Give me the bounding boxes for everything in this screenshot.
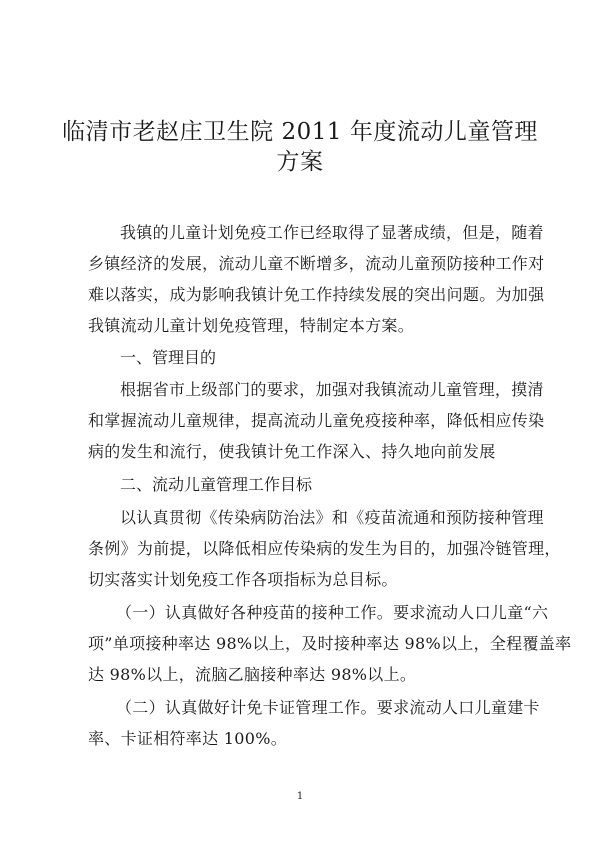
item-2-line-1: （二）认真做好计免卡证管理工作。要求流动人口儿童建卡 [116, 698, 540, 717]
section-1-line-3: 病的发生和流行，使我镇计免工作深入、持久地向前发展 [88, 442, 496, 461]
item-2-line-2: 率、卡证相符率达 100%。 [88, 729, 288, 748]
intro-line-2: 乡镇经济的发展，流动儿童不断增多，流动儿童预防接种工作对 [88, 254, 545, 273]
item-1-line-1: （一）认真做好各种疫苗的接种工作。要求流动人口儿童“六 [116, 603, 549, 622]
intro-line-1: 我镇的儿童计划免疫工作已经取得了显著成绩，但是，随着 [120, 223, 544, 242]
intro-line-4: 我镇流动儿童计划免疫管理，特制定本方案。 [88, 316, 415, 335]
page-number: 1 [296, 791, 304, 802]
section-1-heading: 一、管理目的 [120, 348, 217, 367]
item-1-line-3: 达 98%以上，流脑乙脑接种率达 98%以上。 [88, 665, 417, 684]
section-2-line-2: 条例》为前提，以降低相应传染病的发生为目的，加强冷链管理， [88, 539, 561, 558]
section-1-line-1: 根据省市上级部门的要求，加强对我镇流动儿童管理，摸清 [120, 380, 544, 399]
intro-line-3: 难以落实，成为影响我镇计免工作持续发展的突出问题。为加强 [88, 285, 545, 304]
section-2-line-3: 切实落实计划免疫工作各项指标为总目标。 [88, 570, 398, 589]
section-2-heading: 二、流动儿童管理工作目标 [120, 475, 313, 494]
section-2-line-1: 以认真贯彻《传染病防治法》和《疫苗流通和预防接种管理 [120, 508, 544, 527]
item-1-line-2: 项”单项接种率达 98%以上，及时接种率达 98%以上，全程覆盖率 [88, 634, 572, 653]
document-title-line-1: 临清市老赵庄卫生院 2011 年度流动儿童管理 [62, 119, 538, 145]
document-title-line-2: 方案 [276, 149, 324, 175]
section-1-line-2: 和掌握流动儿童规律，提高流动儿童免疫接种率，降低相应传染 [88, 411, 545, 430]
